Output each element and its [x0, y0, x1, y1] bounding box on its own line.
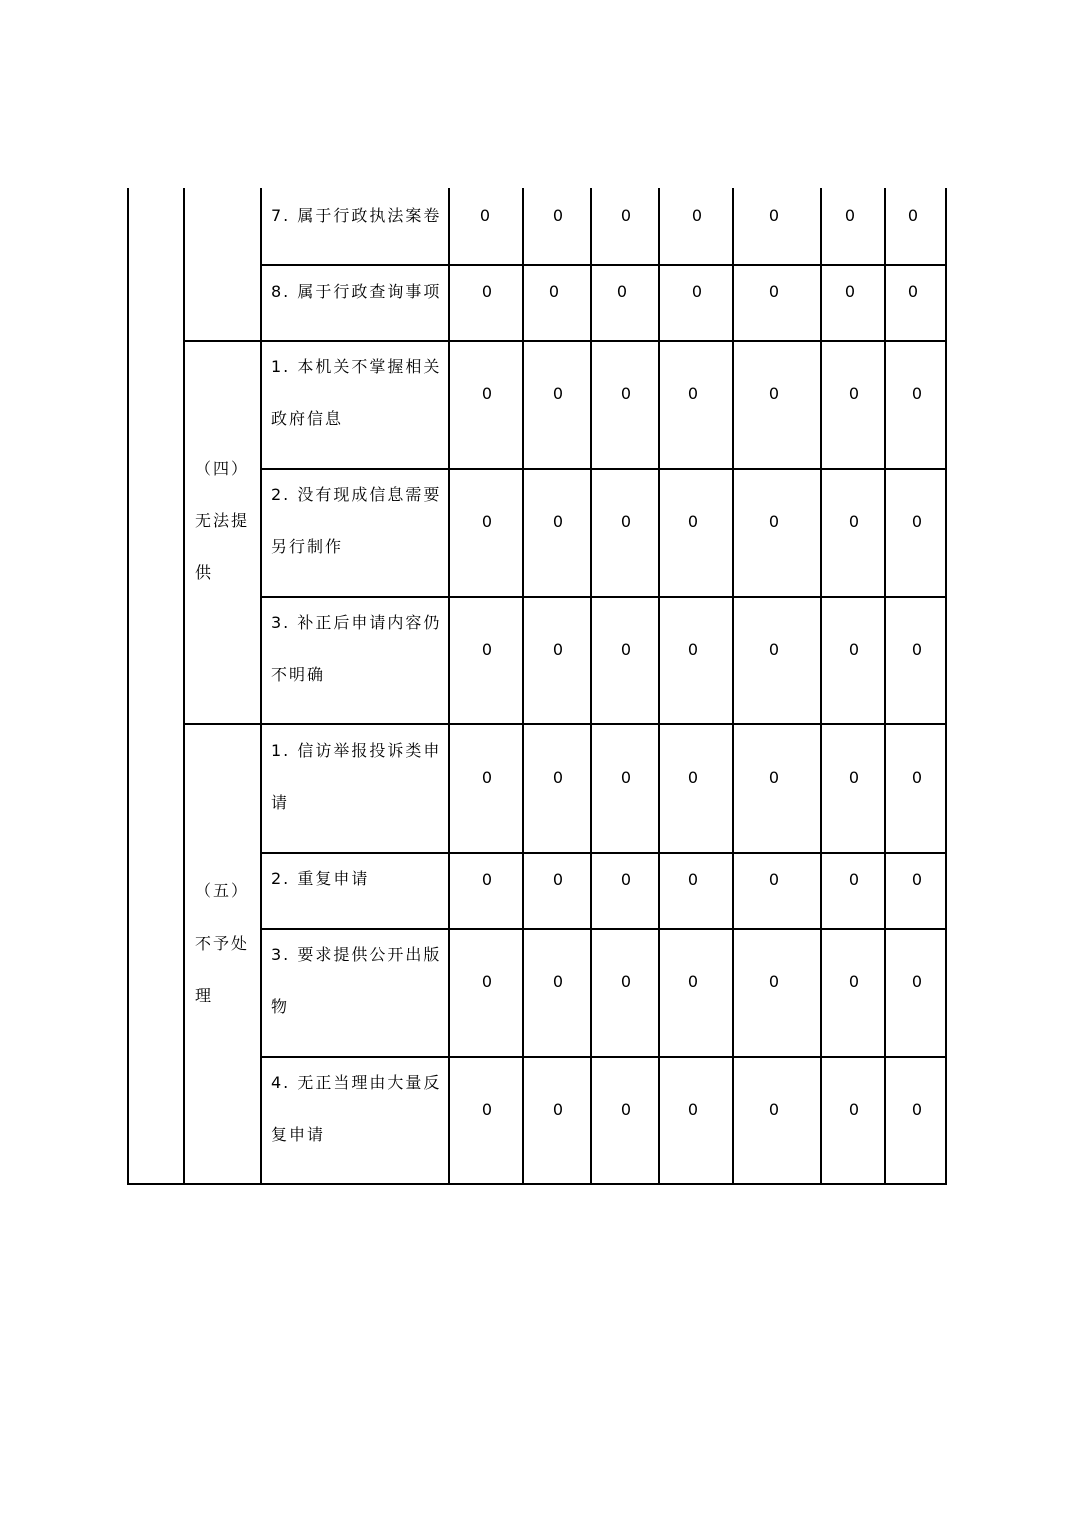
table-cell-value: 0 [844, 206, 856, 225]
table-cell-value: 0 [907, 206, 919, 225]
row-label-line: 政府信息 [271, 409, 344, 428]
table-cell-value: 0 [548, 282, 560, 301]
table-cell-value: 0 [768, 972, 780, 991]
row-divider [260, 928, 947, 930]
row-label: 8. 属于行政查询事项 [271, 282, 442, 301]
table-cell-value: 0 [481, 1100, 493, 1119]
table-cell-value: 0 [911, 384, 923, 403]
column-divider [884, 188, 886, 1184]
table-cell-value: 0 [844, 282, 856, 301]
table-cell-value: 0 [911, 1100, 923, 1119]
table-cell-value: 0 [687, 870, 699, 889]
table-cell-value: 0 [616, 282, 628, 301]
row-label-line: 1. 本机关不掌握相关 [271, 357, 442, 376]
table-border-right [945, 188, 947, 1184]
column-divider [183, 188, 185, 1184]
row-divider [183, 723, 947, 725]
table-cell-value: 0 [768, 206, 780, 225]
table-cell-value: 0 [911, 870, 923, 889]
column-divider [732, 188, 734, 1184]
table-cell-value: 0 [552, 640, 564, 659]
group-4-title-line: 供 [195, 563, 214, 582]
table-cell-value: 0 [620, 972, 632, 991]
row-divider [260, 596, 947, 598]
table-cell-value: 0 [911, 972, 923, 991]
group-5-title-line: （五） [195, 881, 250, 900]
table-cell-value: 0 [848, 768, 860, 787]
table-cell-value: 0 [687, 384, 699, 403]
table-cell-value: 0 [911, 640, 923, 659]
row-divider [183, 340, 947, 342]
table-cell-value: 0 [620, 206, 632, 225]
table-cell-value: 0 [768, 640, 780, 659]
table-cell-value: 0 [768, 512, 780, 531]
table-cell-value: 0 [552, 206, 564, 225]
table-cell-value: 0 [687, 640, 699, 659]
table-cell-value: 0 [687, 512, 699, 531]
table-cell-value: 0 [848, 640, 860, 659]
table-cell-value: 0 [848, 512, 860, 531]
table-cell-value: 0 [768, 768, 780, 787]
row-divider [260, 852, 947, 854]
column-divider [658, 188, 660, 1184]
table-border-left [127, 188, 129, 1184]
row-label-line: 复申请 [271, 1125, 326, 1144]
table-cell-value: 0 [848, 384, 860, 403]
column-divider [448, 188, 450, 1184]
row-label-line: 2. 没有现成信息需要 [271, 485, 442, 504]
table-cell-value: 0 [848, 972, 860, 991]
table-cell-value: 0 [479, 206, 491, 225]
table-cell-value: 0 [620, 640, 632, 659]
row-label-line: 请 [271, 793, 290, 812]
table-cell-value: 0 [552, 870, 564, 889]
row-divider [260, 1056, 947, 1058]
table-cell-value: 0 [691, 206, 703, 225]
table-cell-value: 0 [907, 282, 919, 301]
row-label-line: 不明确 [271, 665, 326, 684]
table-border-bottom [127, 1183, 947, 1185]
column-divider [522, 188, 524, 1184]
table-cell-value: 0 [481, 870, 493, 889]
table-cell-value: 0 [552, 972, 564, 991]
table-cell-value: 0 [768, 870, 780, 889]
column-divider [590, 188, 592, 1184]
table-cell-value: 0 [481, 640, 493, 659]
table-cell-value: 0 [481, 972, 493, 991]
column-divider [260, 188, 262, 1184]
table-cell-value: 0 [911, 512, 923, 531]
table-cell-value: 0 [848, 870, 860, 889]
column-divider [820, 188, 822, 1184]
row-label-line: 另行制作 [271, 537, 344, 556]
table-cell-value: 0 [620, 1100, 632, 1119]
row-label: 7. 属于行政执法案卷 [271, 206, 442, 225]
table-cell-value: 0 [620, 870, 632, 889]
row-label-line: 物 [271, 997, 290, 1016]
table-cell-value: 0 [481, 768, 493, 787]
row-label-line: 4. 无正当理由大量反 [271, 1073, 442, 1092]
table-cell-value: 0 [768, 1100, 780, 1119]
table-cell-value: 0 [620, 768, 632, 787]
table-cell-value: 0 [687, 1100, 699, 1119]
table-cell-value: 0 [768, 282, 780, 301]
table-cell-value: 0 [687, 972, 699, 991]
row-label-line: 3. 补正后申请内容仍 [271, 613, 442, 632]
row-divider [260, 264, 947, 266]
table-cell-value: 0 [687, 768, 699, 787]
table-cell-value: 0 [552, 512, 564, 531]
row-divider [260, 468, 947, 470]
table-cell-value: 0 [620, 512, 632, 531]
table-cell-value: 0 [552, 1100, 564, 1119]
group-4-title-line: 无法提 [195, 511, 250, 530]
table-cell-value: 0 [481, 384, 493, 403]
row-label-line: 1. 信访举报投诉类申 [271, 741, 442, 760]
row-label-line: 2. 重复申请 [271, 869, 370, 888]
table-cell-value: 0 [620, 384, 632, 403]
group-5-title-line: 理 [195, 986, 214, 1005]
group-4-title-line: （四） [195, 459, 250, 478]
table-cell-value: 0 [481, 512, 493, 531]
table-cell-value: 0 [552, 384, 564, 403]
group-5-title-line: 不予处 [195, 934, 250, 953]
table-cell-value: 0 [552, 768, 564, 787]
table-cell-value: 0 [848, 1100, 860, 1119]
table-cell-value: 0 [481, 282, 493, 301]
table-cell-value: 0 [691, 282, 703, 301]
row-label-line: 3. 要求提供公开出版 [271, 945, 442, 964]
table-cell-value: 0 [911, 768, 923, 787]
table-cell-value: 0 [768, 384, 780, 403]
